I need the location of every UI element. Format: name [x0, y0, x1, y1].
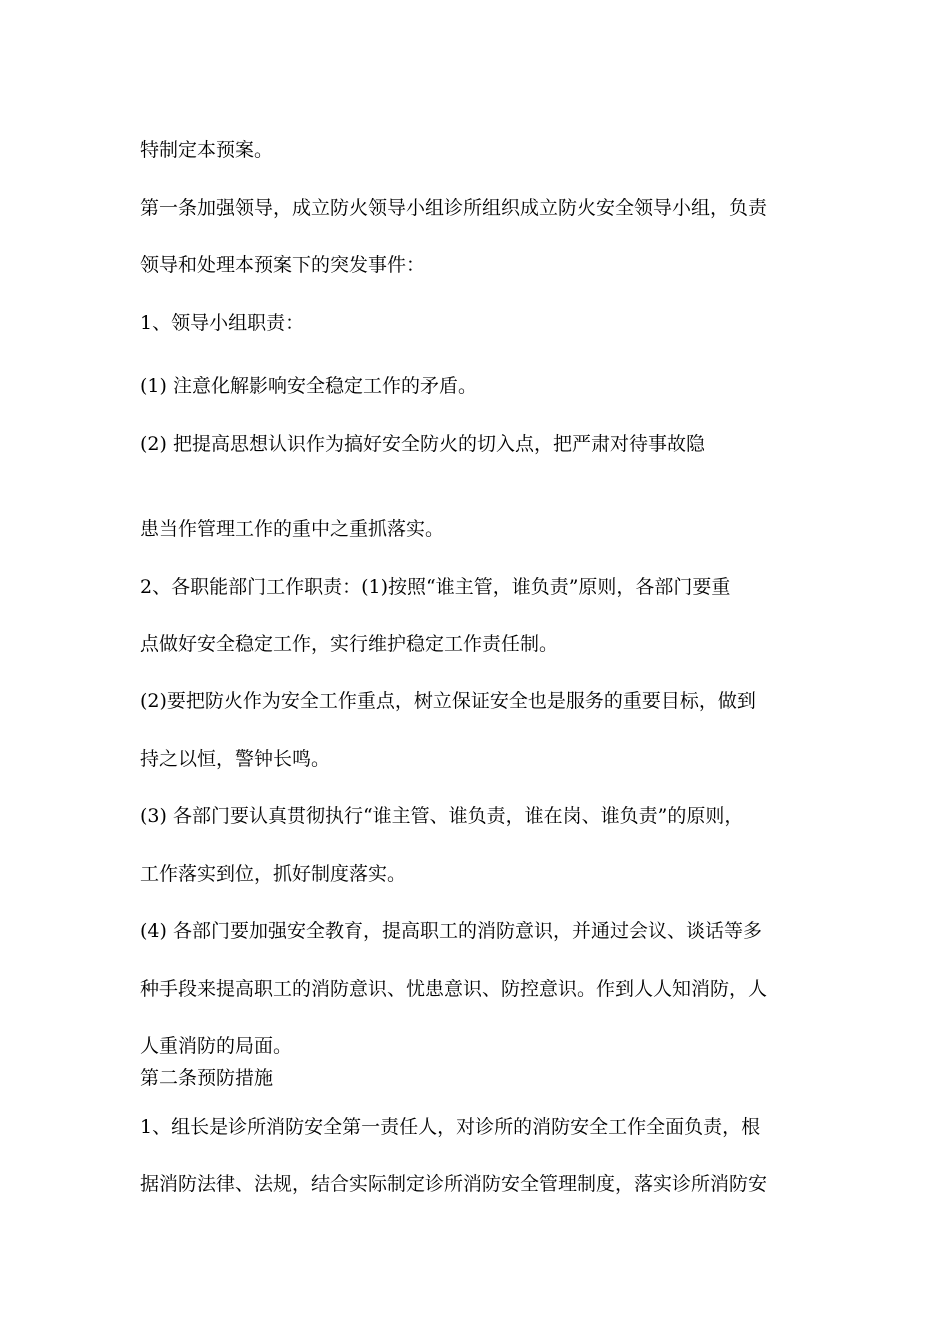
text-line-1: 特制定本预案。: [140, 139, 274, 161]
text-line-7: 患当作管理工作的重中之重抓落实。: [140, 518, 445, 540]
text-line-5: (1) 注意化解影响安全稳定工作的矛盾。: [140, 375, 477, 397]
text-line-18: 1、组长是诊所消防安全第一责任人，对诊所的消防安全工作全面负责，根: [140, 1116, 761, 1138]
text-line-19: 据消防法律、法规，结合实际制定诊所消防安全管理制度，落实诊所消防安: [140, 1173, 768, 1195]
text-line-10: (2)要把防火作为安全工作重点，树立保证安全也是服务的重要目标，做到: [140, 690, 756, 712]
text-line-3: 领导和处理本预案下的突发事件：: [140, 254, 426, 276]
text-line-6: (2) 把提高思想认识作为搞好安全防火的切入点，把严肃对待事故隐: [140, 433, 705, 455]
text-line-15: 种手段来提高职工的消防意识、忧患意识、防控意识。作到人人知消防，人: [140, 978, 768, 1000]
section-heading: 第二条预防措施: [140, 1067, 274, 1089]
text-line-16: 人重消防的局面。: [140, 1035, 293, 1057]
text-line-13: 工作落实到位，抓好制度落实。: [140, 863, 407, 885]
text-line-8: 2、各职能部门工作职责：(1)按照“谁主管，谁负责”原则，各部门要重: [140, 576, 731, 598]
text-line-12: (3) 各部门要认真贯彻执行“谁主管、谁负责，谁在岗、谁负责”的原则，: [140, 805, 744, 827]
text-line-2: 第一条加强领导，成立防火领导小组诊所组织成立防火安全领导小组，负责: [140, 197, 768, 219]
text-line-11: 持之以恒，警钟长鸣。: [140, 748, 331, 770]
text-line-14: (4) 各部门要加强安全教育，提高职工的消防意识，并通过会议、谈话等多: [140, 920, 762, 942]
text-line-4: 1、领导小组职责：: [140, 312, 305, 334]
text-line-9: 点做好安全稳定工作，实行维护稳定工作责任制。: [140, 633, 559, 655]
